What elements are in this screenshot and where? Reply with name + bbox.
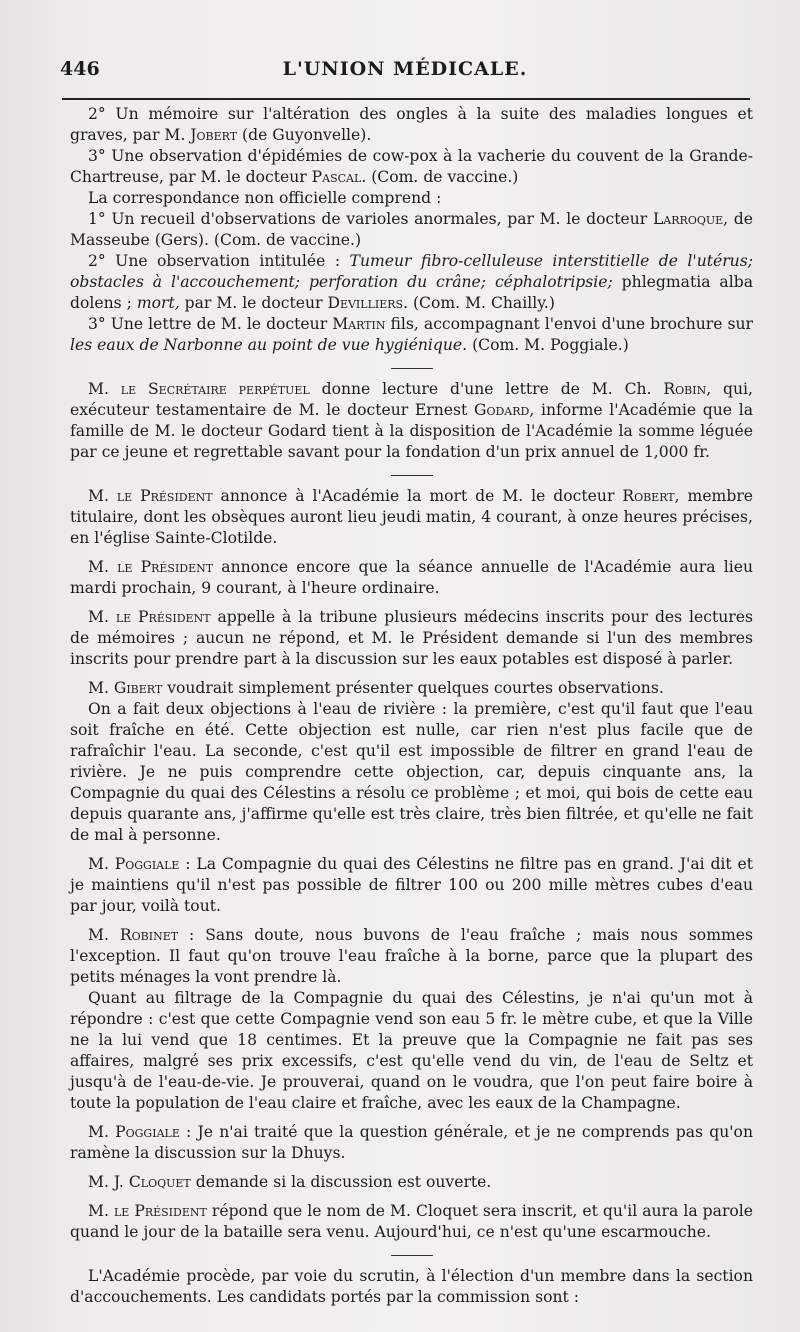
president-death-notice: M. le Président annonce à l'Académie la mort de M. le docteur Robert, membre titulaire, dont les obsèques auront lieu jeudi matin, 4 courant, à onze heures précises, en l'église Sainte-Clotilde. [70, 487, 754, 547]
president-escarmouche: M. le Président répond que le nom de M. Cloquet sera inscrit, et qu'il aura la parole quand le jour de la bataille sera venu. Aujourd'hui, ce n'est qu'une escarmouche. [70, 1202, 754, 1241]
page-number: 446 [60, 58, 100, 80]
non-official-item-2: 2° Une observation intitulée : Tumeur fibro-celluleuse interstitielle de l'utérus; obstacles à l'accouchement; perforation du crâne; céphalotripsie; phlegmatia alba dolens ; mort, par M. le docteur Devilliers. (Com. M. Chailly.) [70, 252, 753, 312]
non-official-item-3: 3° Une lettre de M. le docteur Martin fils, accompagnant l'envoi d'une brochure sur les eaux de Narbonne au point de vue hygiénique. (Com. M. Poggiale.) [70, 315, 753, 354]
non-official-item-1: 1° Un recueil d'observations de varioles anormales, par M. le docteur Larroque, de Masseube (Gers). (Com. de vaccine.) [70, 210, 754, 249]
gibert-objections: On a fait deux objections à l'eau de rivière : la première, c'est qu'il faut que l'eau soit fraîche en été. Cette objection est nulle, car rien n'est plus facile que de rafraîchir l'eau. La seconde, c'est qu'il est impossible de filtrer en grand l'eau de rivière. Je ne puis comprendre cette objection, car, depuis cinquante ans, la Compagnie du quai des Célestins a résolu ce problème ; et moi, qui bois de cette eau depuis quarante ans, j'affirme qu'elle est très claire, très bien filtrée, et qu'elle ne fait de mal à personne. [70, 700, 753, 844]
president-tribune-call: M. le Président appelle à la tribune plusieurs médecins inscrits pour des lectures de mémoires ; aucun ne répond, et M. le Président demande si l'un des membres inscrits pour prendre part à la discussion sur les eaux potables est disposé à parler. [70, 608, 753, 668]
election-paragraph: L'Académie procède, par voie du scrutin, à l'élection d'un membre dans la section d'accouchements. Les candidats portés par la commission sont : [70, 1267, 753, 1306]
official-item-3: 3° Une observation d'épidémies de cow-pox à la vacherie du couvent de la Grande-Chartreuse, par M. le docteur Pascal. (Com. de vaccine.) [70, 147, 753, 186]
non-official-intro: La correspondance non officielle comprend : [88, 189, 442, 207]
cloquet-question: M. J. Cloquet demande si la discussion est ouverte. [88, 1173, 492, 1191]
page-header [60, 58, 750, 88]
robinet-filtrage: Quant au filtrage de la Compagnie du quai des Célestins, je n'ai qu'un mot à répondre : c'est que cette Compagnie vend son eau 5 fr. le mètre cube, et que la Ville ne la lui vend que 18 centimes. Et la preuve que la Compagnie ne fait pas ses affaires, malgré ses prix excessifs, c'est qu'elle vend du vin, de l'eau de Seltz et jusqu'à de l'eau-de-vie. Je prouverai, quand on le voudra, que l'on peut faire boire à toute la population de l'eau claire et fraîche, avec les eaux de la Champagne. [70, 989, 753, 1112]
robinet-reply: M. Robinet : Sans doute, nous buvons de l'eau fraîche ; mais nous sommes l'exception. Il faut qu'on trouve l'eau fraîche à la borne, parce que la plupart des petits ménages la vont prendre là. [70, 926, 753, 986]
gibert-intro: M. Gibert voudrait simplement présenter quelques courtes observations. [88, 679, 664, 697]
header-rule [62, 98, 750, 100]
page-body [70, 104, 753, 1308]
poggiale-dhuys: M. Poggiale : Je n'ai traité que la question générale, et je ne comprends pas qu'on ramène la discussion sur la Dhuys. [70, 1123, 753, 1162]
running-title: L'UNION MÉDICALE. [282, 58, 528, 80]
official-item-2: 2° Un mémoire sur l'altération des ongles à la suite des maladies longues et graves, par M. Jobert (de Guyonvelle). [70, 105, 753, 144]
secretary-paragraph: M. le Secrétaire perpétuel donne lecture d'une lettre de M. Ch. Robin, qui, exécuteur testamentaire de M. le docteur Ernest Godard, informe l'Académie que la famille de M. le docteur Godard tient à la disposition de l'Académie la somme léguée par ce jeune et regrettable savant pour la fondation d'un prix annuel de 1,000 fr. [70, 380, 753, 461]
poggiale-reply: M. Poggiale : La Compagnie du quai des Célestins ne filtre pas en grand. J'ai dit et je maintiens qu'il n'est pas possible de filtrer 100 ou 200 mille mètres cubes d'eau par jour, voilà tout. [70, 855, 753, 915]
president-session-notice: M. le Président annonce encore que la séance annuelle de l'Académie aura lieu mardi prochain, 9 courant, à l'heure ordinaire. [70, 558, 753, 597]
